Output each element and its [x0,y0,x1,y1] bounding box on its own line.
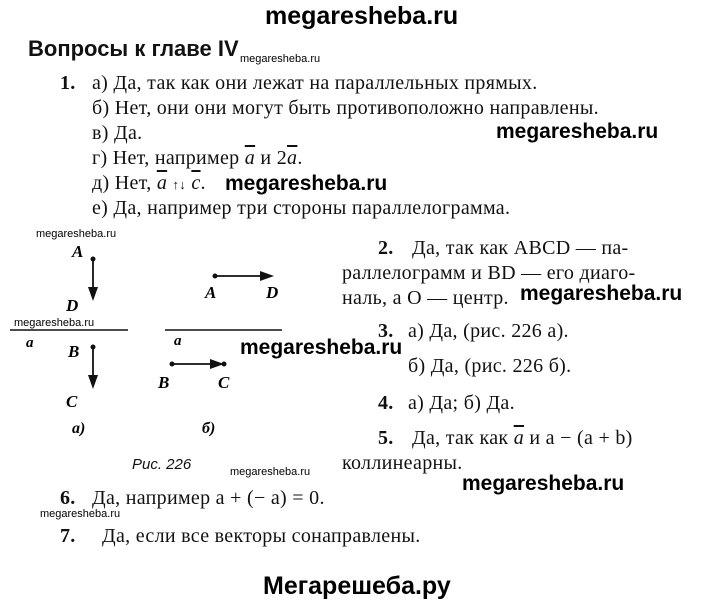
q1-line-e: е) Да, например три стороны параллелограмма. [92,197,511,219]
line-a-label: a [26,335,34,351]
q6-text: Да, например a + (− a) = 0. [92,487,325,509]
q3-line-1: а) Да, (рис. 226 а). [408,320,569,342]
point-a-label: A [205,283,217,302]
q5-line-1-prefix: Да, так как [412,427,509,449]
q5-line-1-rest: и a − (a + b) [529,427,633,449]
line-a-label: a [174,333,182,349]
q2-line-3: наль, а O — центр. [342,287,509,309]
q7-text: Да, если все векторы сонаправлены. [102,525,421,547]
q1-d-prefix: д) Нет, [92,172,152,194]
watermark-small: megaresheba.ru [240,53,321,65]
chapter-title: Вопросы к главе IV [28,36,239,61]
q5-number: 5. [378,427,394,449]
watermark-medium: megaresheba.ru [520,282,683,305]
q1-line-v: в) Да. [92,122,143,144]
q6-number: 6. [60,487,76,509]
point-c-dot [222,362,227,367]
vector-bc-arrowhead [88,375,98,389]
q2-line-1: Да, так как ABCD — па- [412,237,629,259]
q1-line-a: а) Да, так как они лежат на параллельных прямых. [92,72,538,94]
q2-line-2: раллелограмм и BD — его диаго- [342,262,636,284]
q1-number: 1. [60,72,76,94]
q3-line-2: б) Да, (рис. 226 б). [408,355,572,377]
watermark-bottom: Мегарешеба.ру [263,572,451,600]
q7-number: 7. [60,525,76,547]
vector-c: $\overline{c}$ [191,172,201,194]
q5-line-1 [412,427,633,450]
q4-text: а) Да; б) Да. [408,392,515,414]
watermark-small: megaresheba.ru [36,228,117,240]
watermark-medium: megaresheba.ru [496,120,659,143]
opposite-direction-symbol: ↑↓ [172,177,187,192]
watermark-medium: megaresheba.ru [462,472,625,495]
q3-number: 3. [378,320,394,342]
q2-number: 2. [378,237,394,259]
q1-g-mid: и 2 [260,147,288,169]
watermark-medium: megaresheba.ru [225,172,388,195]
figure-caption: Рис. 226 [132,456,192,473]
vector-a: $\overline{a}$ [287,147,298,169]
point-d-label: D [66,296,79,315]
q1-g-prefix: г) Нет, например [92,147,240,169]
vector-a: $\overline{a}$ [513,427,525,449]
q1-line-g [92,147,303,170]
q4-number: 4. [378,392,394,414]
watermark-small: megaresheba.ru [230,466,311,478]
watermark-small: megaresheba.ru [14,317,95,329]
point-b-label: B [68,342,80,361]
q1-line-d [92,172,206,195]
vector-ad-arrowhead [88,287,98,301]
watermark-small: megaresheba.ru [40,508,121,520]
point-c-label: C [66,392,78,411]
watermark-medium: megaresheba.ru [240,336,403,359]
point-c-label: C [218,373,230,392]
vector-a: $\overline{a}$ [156,172,168,194]
q5-line-2: коллинеарны. [342,452,463,474]
vector-a: $\overline{a}$ [244,147,256,169]
figure-part-b-label: б) [202,420,216,437]
watermark-top: megaresheba.ru [265,2,459,30]
point-b-label: B [158,373,170,392]
point-a-label: A [72,242,84,261]
vector-ad-arrowhead [260,271,274,281]
q1-g-end: . [297,147,303,169]
figure-part-a-label: а) [72,420,86,437]
point-d-label: D [266,283,279,302]
q1-line-b: б) Нет, они они могут быть противоположно направлены. [92,97,599,119]
q1-d-end: . [200,172,206,194]
